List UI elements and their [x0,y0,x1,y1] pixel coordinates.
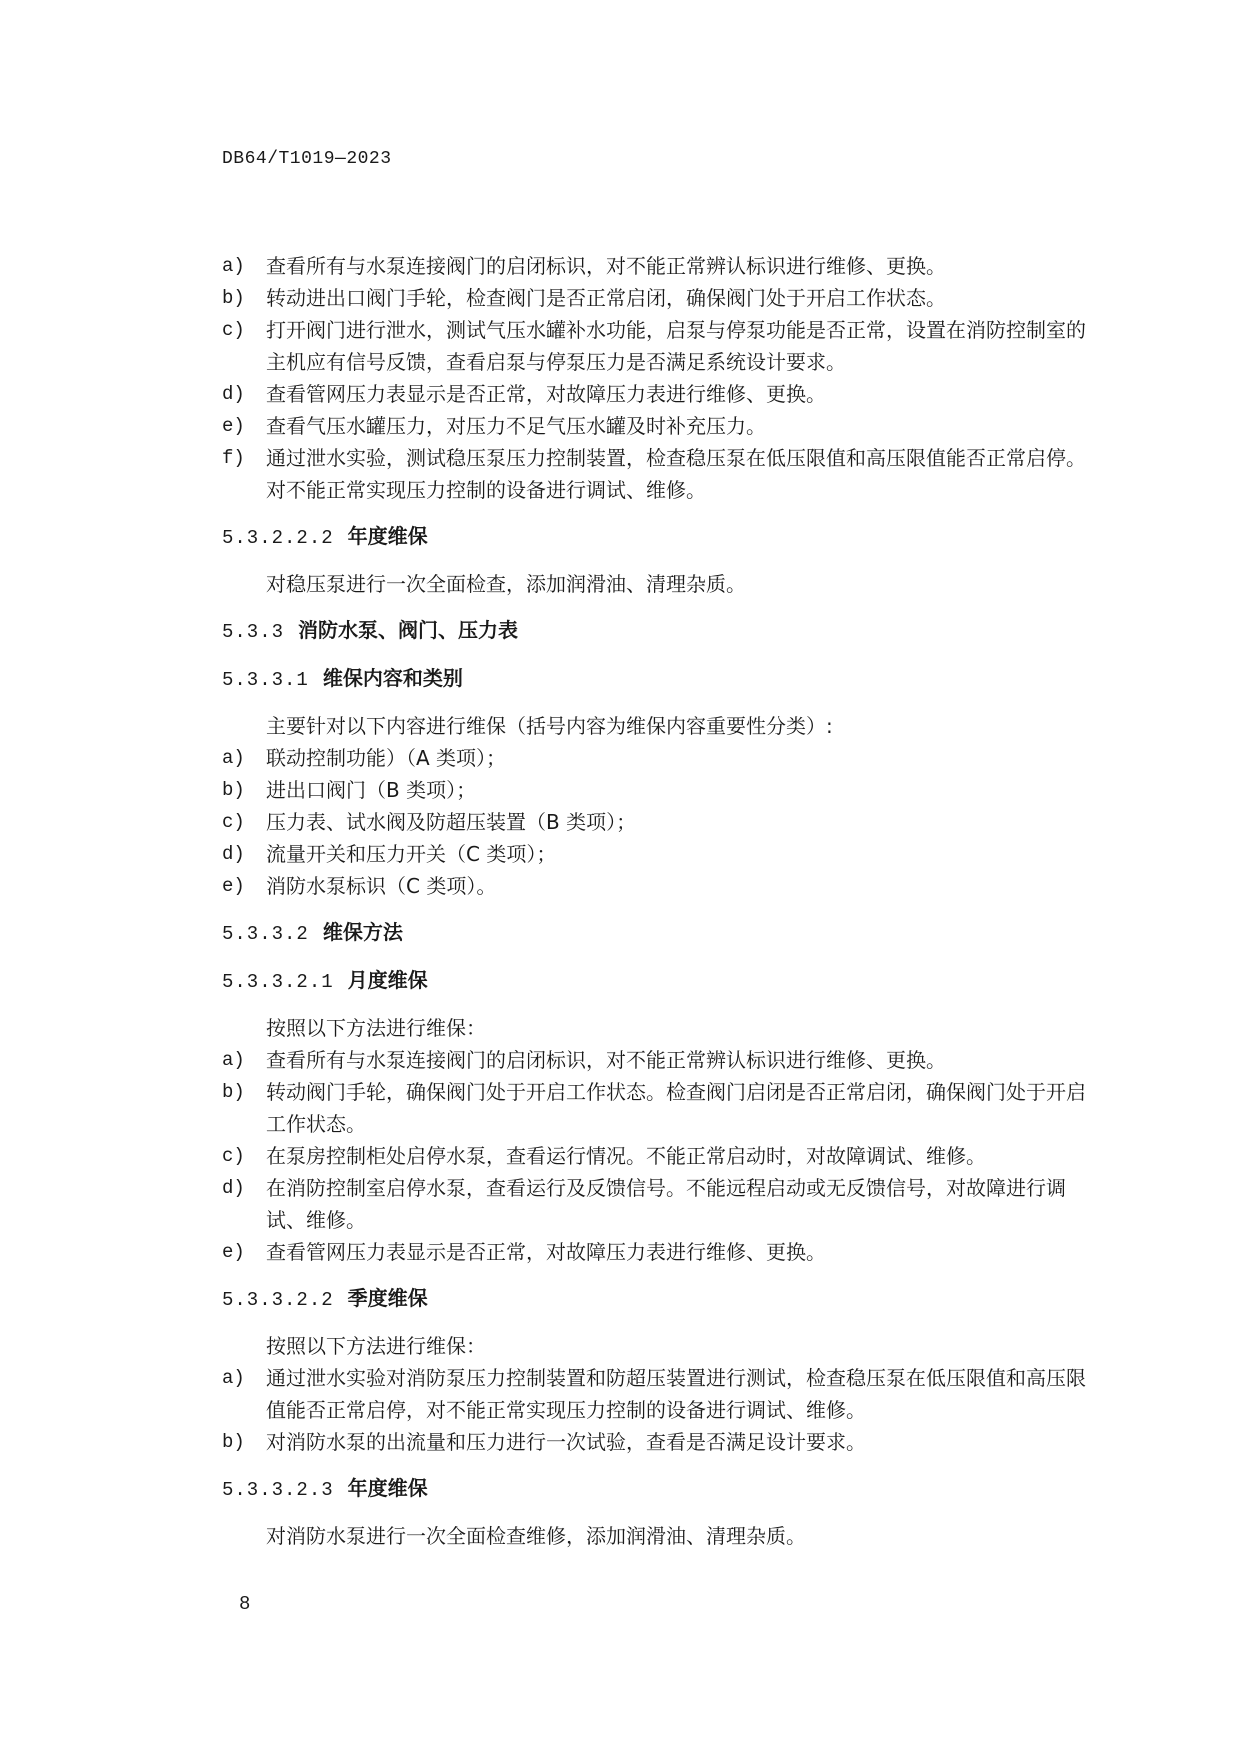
list-item [222,806,1092,838]
list-item [222,1076,1092,1140]
list-item-label: e) [222,415,245,437]
paragraph: 对消防水泵进行一次全面检查维修，添加润滑油、清理杂质。 [266,1524,806,1548]
list-item [222,838,1092,870]
list-item-label: c) [222,1145,245,1167]
list-item [222,1140,1092,1172]
list-item-label: d) [222,843,245,865]
list-item [222,250,1092,282]
page-content [222,250,1092,1552]
list-item-text: 在消防控制室启停水泵，查看运行及反馈信号。不能远程启动或无反馈信号，对故障进行调试、维修。 [266,1176,1066,1232]
section-number: 5.3.2.2.2 [222,527,334,549]
section-number: 5.3.3.2 [222,923,309,945]
list-item [222,742,1092,774]
section-number: 5.3.3.2.2 [222,1289,334,1311]
list-item-label: c) [222,811,245,833]
list-item [222,870,1092,902]
list-item-label: b) [222,779,245,801]
list-item [222,1044,1092,1076]
list-item-text: 查看管网压力表显示是否正常，对故障压力表进行维修、更换。 [266,382,826,406]
section-title: 维保内容和类别 [322,666,463,690]
list-item-label: c) [222,319,245,341]
section-heading [222,964,1092,998]
list-item-label: a) [222,747,245,769]
list-item-label: a) [222,1367,245,1389]
section-heading [222,1472,1092,1506]
list-item-label: d) [222,383,245,405]
section-title: 年度维保 [347,524,428,548]
list-item [222,378,1092,410]
section-heading [222,662,1092,696]
list-item-label: a) [222,1049,245,1071]
list-item-text: 在泵房控制柜处启停水泵，查看运行情况。不能正常启动时，对故障调试、维修。 [266,1144,986,1168]
section-title: 月度维保 [347,968,428,992]
list-item-text: 通过泄水实验，测试稳压泵压力控制装置，检查稳压泵在低压限值和高压限值能否正常启停。对不能正常实现压力控制的设备进行调试、维修。 [266,446,1086,502]
section-heading [222,520,1092,554]
list-item [222,1426,1092,1458]
list-item-text: 通过泄水实验对消防泵压力控制装置和防超压装置进行测试，检查稳压泵在低压限值和高压限值能否正常启停，对不能正常实现压力控制的设备进行调试、维修。 [266,1366,1086,1422]
section-title: 消防水泵、阀门、压力表 [298,618,519,642]
section-number: 5.3.3.2.3 [222,1479,334,1501]
list-item-text: 进出口阀门（B 类项）； [266,778,477,802]
list-item-label: d) [222,1177,245,1199]
section-heading [222,916,1092,950]
list-item-text: 压力表、试水阀及防超压装置（B 类项）； [266,810,637,834]
document-code: DB64/T1019—2023 [222,149,392,169]
section-title: 维保方法 [322,920,403,944]
list-item [222,314,1092,378]
page-number: 8 [239,1593,251,1615]
list-item-text: 联动控制功能）（A 类项）； [266,746,507,770]
list-item-text: 打开阀门进行泄水，测试气压水罐补水功能，启泵与停泵功能是否正常，设置在消防控制室的主机应有信号反馈，查看启泵与停泵压力是否满足系统设计要求。 [266,318,1086,374]
paragraph: 按照以下方法进行维保： [266,1016,486,1040]
list-item-label: e) [222,875,245,897]
section-title: 季度维保 [347,1286,428,1310]
list-item [222,1362,1092,1426]
section-heading [222,1282,1092,1316]
list-item-text: 对消防水泵的出流量和压力进行一次试验，查看是否满足设计要求。 [266,1430,866,1454]
section-heading [222,614,1092,648]
list-item [222,410,1092,442]
list-item-text: 转动阀门手轮，确保阀门处于开启工作状态。检查阀门启闭是否正常启闭，确保阀门处于开启工作状态。 [266,1080,1086,1136]
list-item-label: f) [222,447,245,469]
list-item-label: b) [222,1431,245,1453]
list-item-label: a) [222,255,245,277]
list-item-text: 流量开关和压力开关（C 类项）； [266,842,557,866]
list-item-text: 查看所有与水泵连接阀门的启闭标识，对不能正常辨认标识进行维修、更换。 [266,1048,946,1072]
section-number: 5.3.3 [222,621,285,643]
list-item [222,774,1092,806]
list-item [222,282,1092,314]
paragraph: 主要针对以下内容进行维保（括号内容为维保内容重要性分类）: [266,714,833,738]
section-number: 5.3.3.2.1 [222,971,334,993]
list-item [222,442,1092,506]
list-item-label: b) [222,287,245,309]
paragraph: 按照以下方法进行维保： [266,1334,486,1358]
paragraph: 对稳压泵进行一次全面检查，添加润滑油、清理杂质。 [266,572,746,596]
list-item-text: 查看管网压力表显示是否正常，对故障压力表进行维修、更换。 [266,1240,826,1264]
list-item-text: 查看所有与水泵连接阀门的启闭标识，对不能正常辨认标识进行维修、更换。 [266,254,946,278]
list-item [222,1172,1092,1236]
list-item-label: e) [222,1241,245,1263]
section-title: 年度维保 [347,1476,428,1500]
list-item-text: 转动进出口阀门手轮，检查阀门是否正常启闭，确保阀门处于开启工作状态。 [266,286,946,310]
list-item-text: 消防水泵标识（C 类项）。 [266,874,497,898]
section-number: 5.3.3.1 [222,669,309,691]
list-item [222,1236,1092,1268]
list-item-text: 查看气压水罐压力，对压力不足气压水罐及时补充压力。 [266,414,766,438]
list-item-label: b) [222,1081,245,1103]
